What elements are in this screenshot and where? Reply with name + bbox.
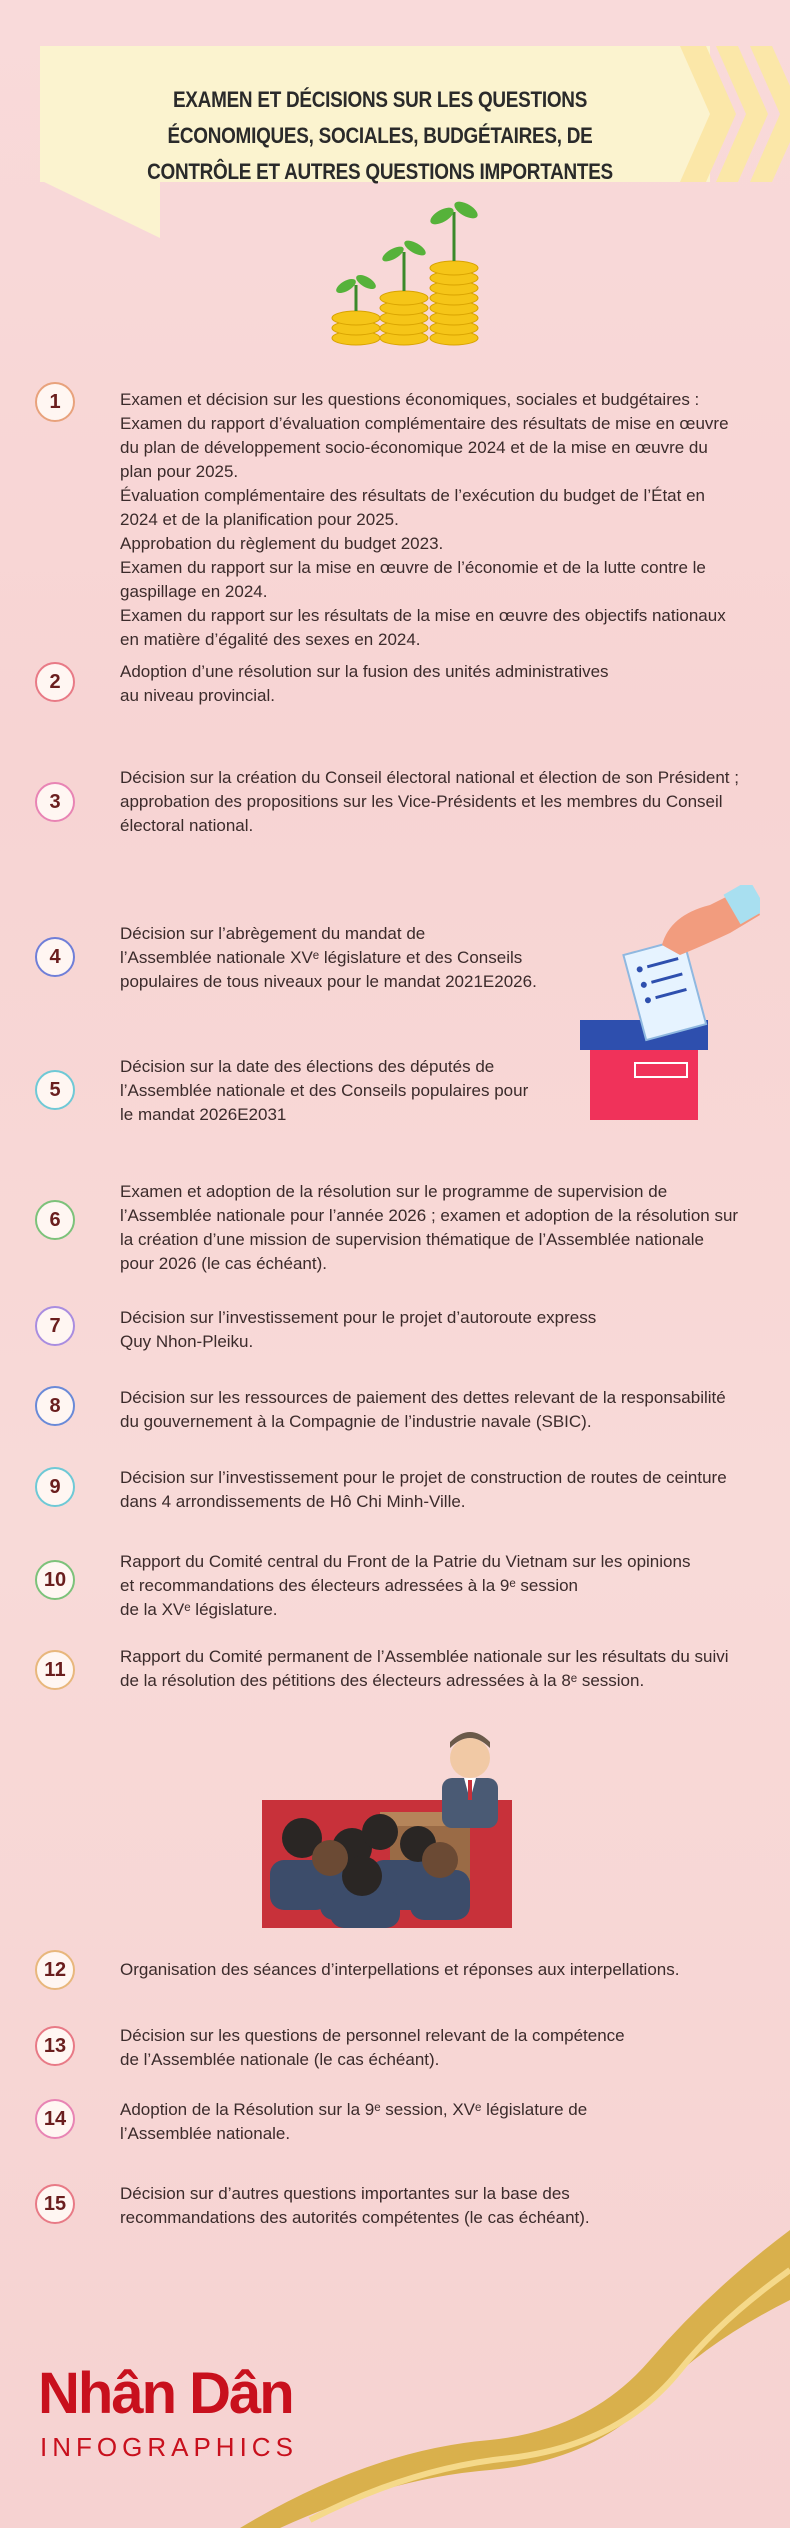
item-number-badge: 1 [35,382,75,422]
item-text: Décision sur la création du Conseil électoral national et élection de son Président ; approbation des propositions sur les Vice-Présidents et les membres du Conseil électoral national. [120,768,739,835]
item-text: Décision sur l’abrègement du mandat de l’Assemblée nationale XVᵉ législature et des Conseils populaires de tous niveaux pour le mandat 2021E2026. [120,924,537,991]
logo-subtitle: INFOGRAPHICS [40,2432,298,2462]
page-title: EXAMEN ET DÉCISIONS SUR LES QUESTIONS ÉCONOMIQUES, SOCIALES, BUDGÉTAIRES, DE CONTRÔLE ET AUTRES QUESTIONS IMPORTANTES [147,87,613,184]
item-number-badge: 4 [35,937,75,977]
item-text: Décision sur les ressources de paiement des dettes relevant de la responsabilité du gouvernement à la Compagnie de l’industrie navale (SBIC). [120,1388,726,1431]
logo-name: Nhân Dân [38,2361,293,2426]
item-text: Décision sur l’investissement pour le projet d’autoroute express Quy Nhon-Pleiku. [120,1308,597,1351]
item-number-badge: 10 [35,1560,75,1600]
item-text: Examen et décision sur les questions économiques, sociales et budgétaires : Examen du rapport d’évaluation complémentaire des résultats de mise en œuvre du plan de développement socio-économique 2024 et de la mise en œuvre du plan pour 2025. Évaluation complémentaire des résultats de l’exécution du budget de l’État en 2024 et de la planification pour 2025. Approbation du règlement du budget 2023. Examen du rapport sur la mise en œuvre de l’économie et de la lutte contre le gaspillage en 2024. Examen du rapport sur les résultats de la mise en œuvre des objectifs nationaux en matière d’égalité des sexes en 2024. [120,390,729,649]
item-number-badge: 9 [35,1467,75,1507]
item-number-badge: 8 [35,1386,75,1426]
item-text: Rapport du Comité central du Front de la Patrie du Vietnam sur les opinions et recommandations des électeurs adressées à la 9ᵉ session de la XVᵉ législature. [120,1552,691,1619]
assembly-meeting-icon [260,1720,560,1930]
gold-ribbon-icon [240,2230,790,2528]
ballot-box-icon [580,885,760,1125]
item-number-badge: 14 [35,2099,75,2139]
item-text: Organisation des séances d’interpellations et réponses aux interpellations. [120,1960,680,1979]
item-number-badge: 15 [35,2184,75,2224]
item-number-badge: 3 [35,782,75,822]
coin-stacks-plants-icon [320,190,490,350]
item-text: Décision sur la date des élections des députés de l’Assemblée nationale et des Conseils populaires pour le mandat 2026E2031 [120,1057,529,1124]
item-number-badge: 5 [35,1070,75,1110]
item-number-badge: 6 [35,1200,75,1240]
item-text: Adoption de la Résolution sur la 9ᵉ session, XVᵉ législature de l’Assemblée nationale. [120,2100,588,2143]
item-number-badge: 13 [35,2026,75,2066]
item-text: Décision sur l’investissement pour le projet de construction de routes de ceinture dans 4 arrondissements de Hô Chi Minh-Ville. [120,1468,727,1511]
item-text: Décision sur les questions de personnel relevant de la compétence de l’Assemblée nationale (le cas échéant). [120,2026,625,2069]
item-number-badge: 7 [35,1306,75,1346]
item-text: Décision sur d’autres questions importantes sur la base des recommandations des autorités compétentes (le cas échéant). [120,2184,590,2227]
item-number-badge: 11 [35,1650,75,1690]
item-text: Examen et adoption de la résolution sur le programme de supervision de l’Assemblée nationale pour l’année 2026 ; examen et adoption de la résolution sur la création d’une mission de supervision thématique de l’Assemblée nationale pour 2026 (le cas échéant). [120,1182,739,1273]
item-text: Adoption d’une résolution sur la fusion des unités administratives au niveau provincial. [120,662,609,705]
item-text: Rapport du Comité permanent de l’Assemblée nationale sur les résultats du suivi de la résolution des pétitions des électeurs adressées à la 8ᵉ session. [120,1647,729,1690]
chevrons-decoration-icon [680,46,790,182]
item-number-badge: 12 [35,1950,75,1990]
item-number-badge: 2 [35,662,75,702]
